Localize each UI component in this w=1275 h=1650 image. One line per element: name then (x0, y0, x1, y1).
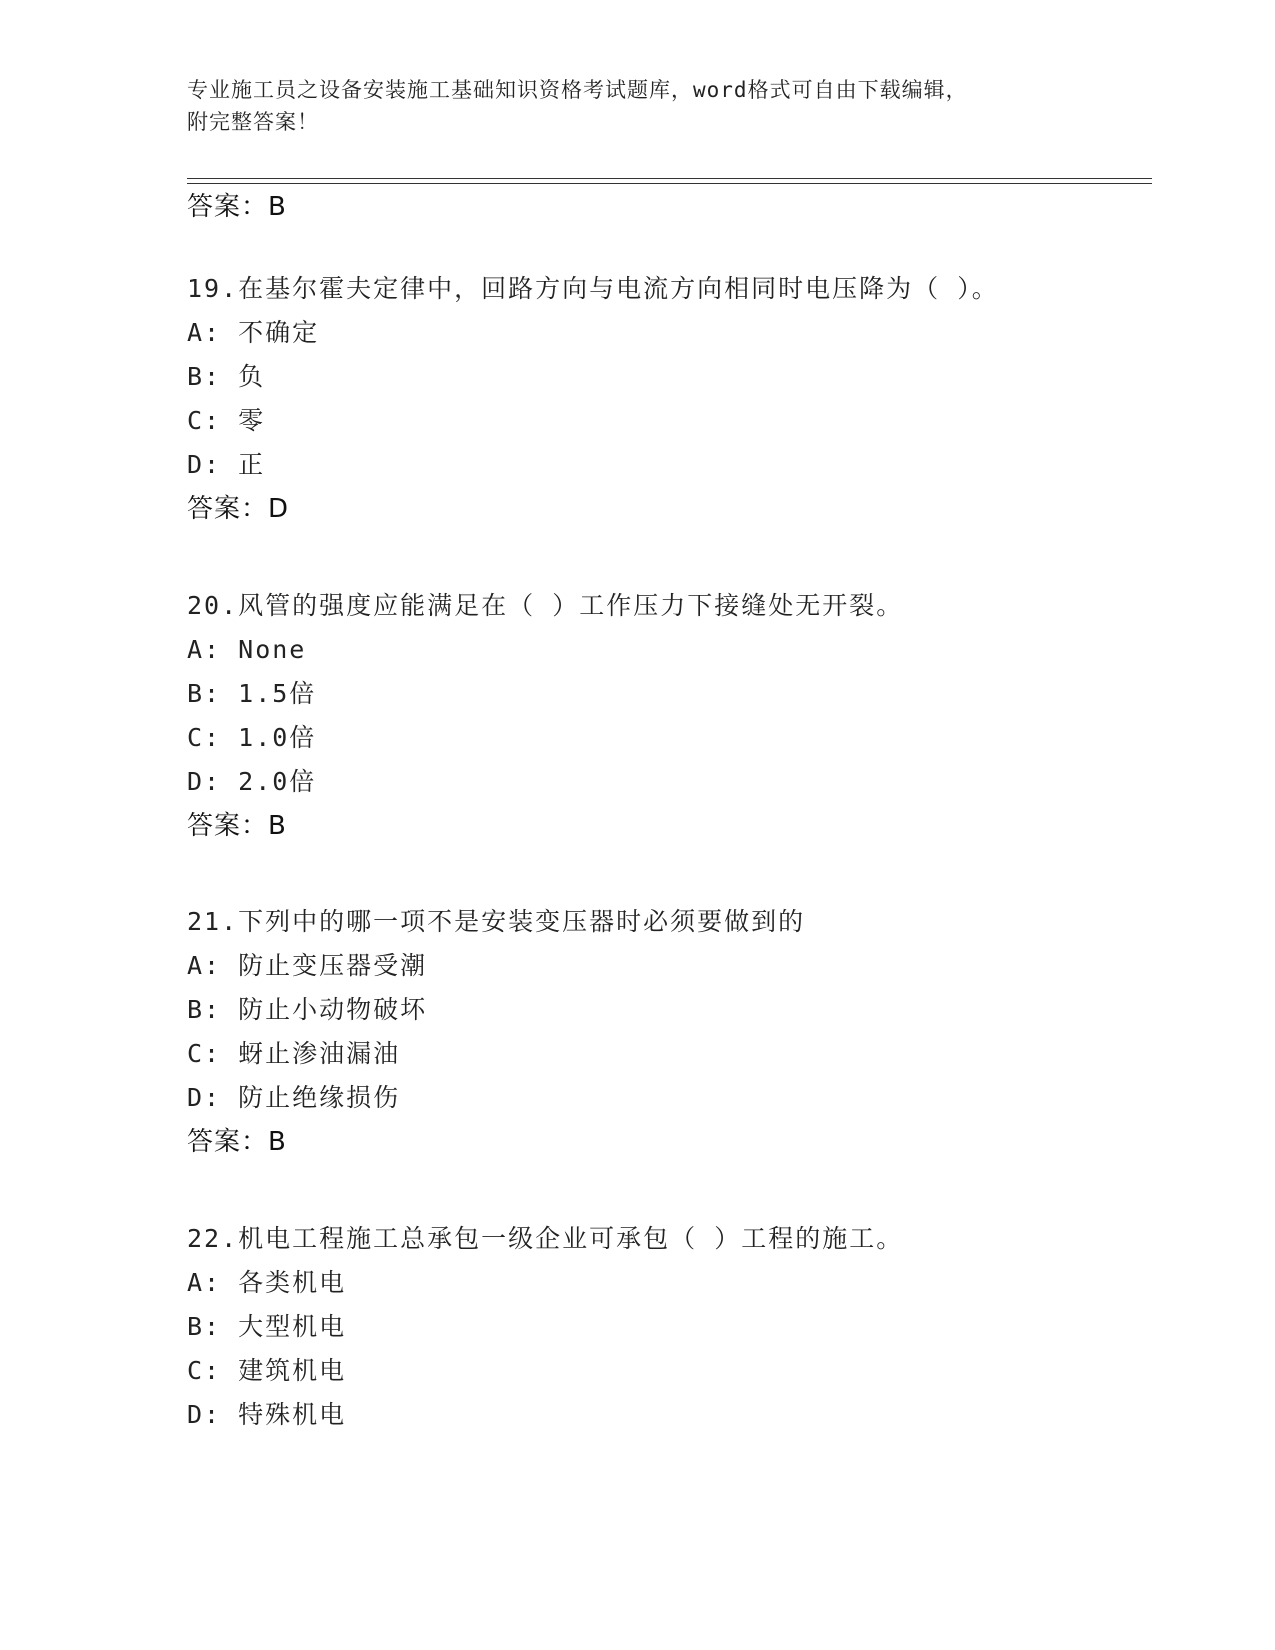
question-19-option-a: A: 不确定 (187, 318, 320, 347)
question-21-stem: 21.下列中的哪一项不是安装变压器时必须要做到的 (187, 907, 806, 936)
answer-q21: 答案：B (187, 1127, 287, 1157)
header-rule-top (187, 178, 1152, 179)
question-20-option-c: C: 1.0倍 (187, 723, 317, 752)
question-22-option-a: A: 各类机电 (187, 1268, 347, 1297)
document-header (187, 74, 1067, 138)
question-21-option-b: B: 防止小动物破坏 (187, 995, 428, 1024)
question-21-option-c: C: 蚜止渗油漏油 (187, 1039, 401, 1068)
question-20-option-b: B: 1.5倍 (187, 679, 317, 708)
question-22-stem: 22.机电工程施工总承包一级企业可承包（ ）工程的施工。 (187, 1224, 904, 1253)
question-22-option-b: B: 大型机电 (187, 1312, 347, 1341)
question-19-option-b: B: 负 (187, 362, 266, 391)
question-19-stem: 19.在基尔霍夫定律中，回路方向与电流方向相同时电压降为（ ）。 (187, 274, 999, 303)
question-20-option-d: D: 2.0倍 (187, 767, 317, 796)
question-20-option-a: A: None (187, 635, 307, 664)
header-line-1: 专业施工员之设备安装施工基础知识资格考试题库，word格式可自由下载编辑， (187, 78, 968, 102)
answer-q18: 答案：B (187, 192, 287, 222)
question-19-option-c: C: 零 (187, 406, 266, 435)
answer-q19: 答案：D (187, 494, 290, 524)
question-22-option-d: D: 特殊机电 (187, 1400, 347, 1429)
question-19-option-d: D: 正 (187, 450, 266, 479)
header-line-2: 附完整答案！ (187, 110, 319, 134)
header-rule-bottom (187, 183, 1152, 184)
question-21-option-d: D: 防止绝缘损伤 (187, 1083, 401, 1112)
question-22-option-c: C: 建筑机电 (187, 1356, 347, 1385)
answer-q20: 答案：B (187, 811, 287, 841)
question-20-stem: 20.风管的强度应能满足在（ ）工作压力下接缝处无开裂。 (187, 591, 904, 620)
question-21-option-a: A: 防止变压器受潮 (187, 951, 428, 980)
